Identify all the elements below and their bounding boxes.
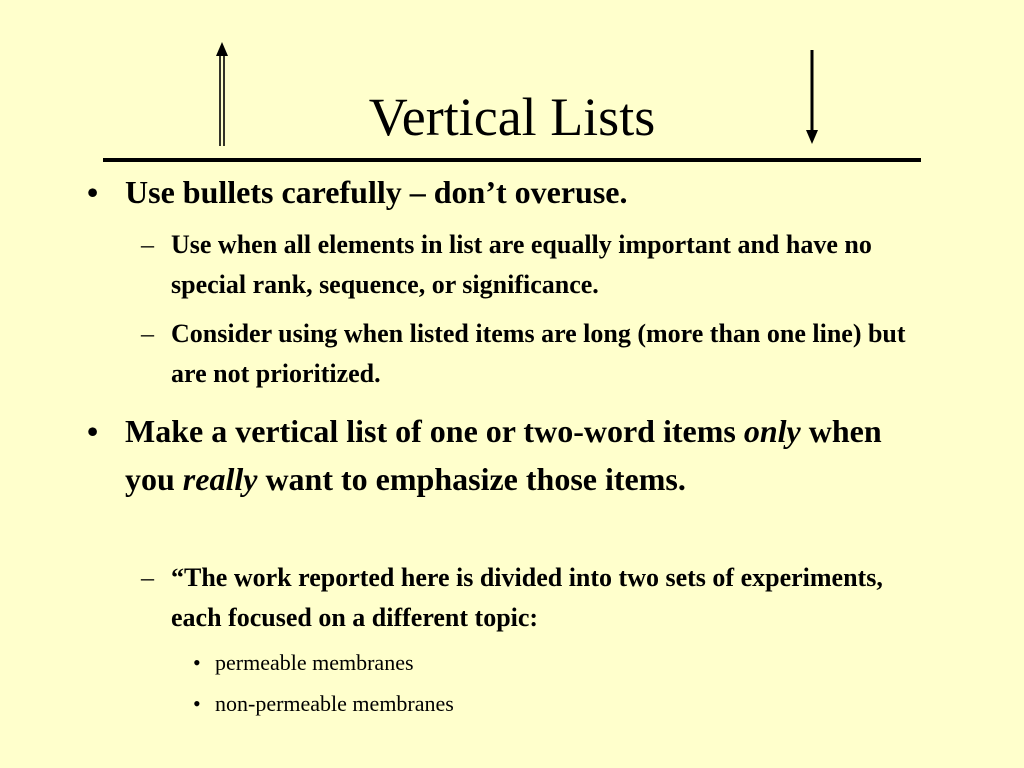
bullet-marker: • (193, 650, 201, 675)
list-item (193, 690, 815, 718)
slide-title: Vertical Lists (368, 87, 656, 147)
title-divider (103, 158, 921, 162)
list-item-text: non-permeable membranes (215, 691, 454, 716)
bullet-2-part-2: when you (125, 413, 882, 497)
bullet-1-sub-1-text: Use when all elements in list are equally important and have no special rank, sequence, or significance. (171, 230, 872, 299)
bullet-2-part-1: Make a vertical list of one or two-word items (125, 413, 744, 449)
bullet-marker: • (87, 174, 99, 210)
bullet-1 (87, 168, 925, 216)
bullet-2-emphasis-really: really (182, 461, 258, 497)
bullet-1-sub-1 (141, 225, 931, 305)
bullet-marker: • (87, 413, 99, 449)
list-item-text: permeable membranes (215, 650, 414, 675)
bullet-2-part-3: want to emphasize those items. (257, 461, 686, 497)
bullet-1-sub-2-text: Consider using when listed items are long (more than one line) but are not prioritized. (171, 319, 906, 388)
bullet-1-text: Use bullets carefully – don’t overuse. (125, 174, 628, 210)
bullet-2-emphasis-only: only (743, 413, 801, 449)
bullet-1-sub-2 (141, 314, 931, 394)
dash-marker: – (141, 563, 154, 592)
list-item (193, 649, 815, 677)
bullet-2-sub-1-text: “The work reported here is divided into two sets of experiments, each focused on a different topic: (171, 563, 883, 632)
bullet-2 (87, 407, 925, 503)
bullet-2-sub-1 (141, 558, 931, 638)
dash-marker: – (141, 319, 154, 348)
dash-marker: – (141, 230, 154, 259)
bullet-marker: • (193, 691, 201, 716)
